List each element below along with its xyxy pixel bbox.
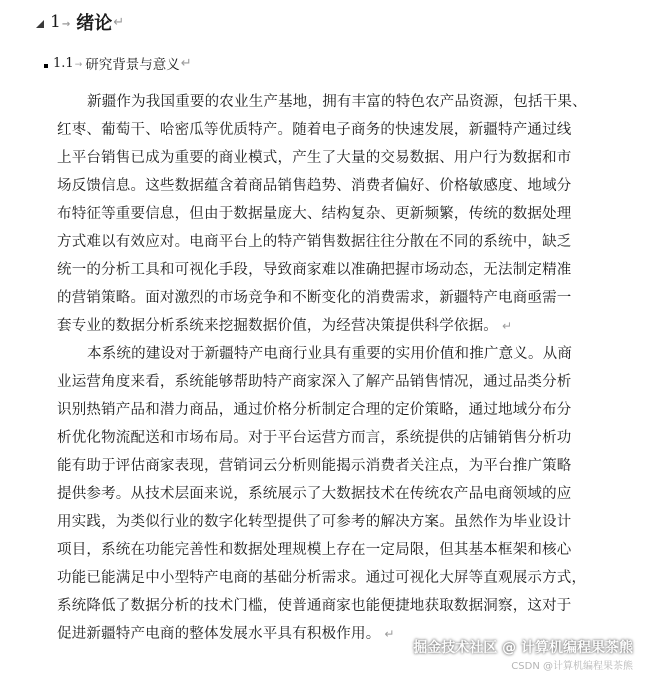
body-line-text: 促进新疆特产电商的整体发展水平具有积极作用。 xyxy=(57,626,381,642)
tab-mark-icon: → xyxy=(61,18,71,30)
paragraph-mark-icon: ↵ xyxy=(384,627,395,641)
tab-mark-icon: → xyxy=(74,60,83,70)
body-line: 场反馈信息。这些数据蕴含着商品销售趋势、消费者偏好、价格敏感度、地域分 xyxy=(57,178,572,194)
body-line: 功能已能满足中小型特产电商的基础分析需求。通过可视化大屏等直观展示方式， xyxy=(57,570,587,586)
chapter-title: 绪论 xyxy=(76,13,113,34)
body-line: 新疆作为我国重要的农业生产基地，拥有丰富的特色农产品资源，包括干果、 xyxy=(87,94,587,110)
body-line: 统一的分析工具和可视化手段，导致商家难以准确把握市场动态，无法制定精准 xyxy=(57,262,572,278)
body-line: 提供参考。从技术层面来说，系统展示了大数据技术在传统农产品电商领域的应 xyxy=(57,486,572,502)
body-line: 本系统的建设对于新疆特产电商行业具有重要的实用价值和推广意义。从商 xyxy=(87,346,573,362)
body-line: 项目，系统在功能完善性和数据处理规模上存在一定局限，但其基本框架和核心 xyxy=(57,542,572,558)
body-line: 业运营角度来看，系统能够帮助特产商家深入了解产品销售情况，通过品类分析 xyxy=(57,374,572,390)
watermark-sub: CSDN @计算机编程果茶熊 xyxy=(511,661,633,672)
body-line-last xyxy=(57,313,512,340)
body-line: 布特征等重要信息，但由于数据量庞大、结构复杂、更新频繁，传统的数据处理 xyxy=(57,206,572,222)
body-line: 识别热销产品和潜力商品，通过价格分析制定合理的定价策略，通过地域分布分 xyxy=(57,402,572,418)
paragraph-mark-icon: ↵ xyxy=(113,14,125,30)
body-line-last xyxy=(57,621,395,648)
body-line: 的营销策略。面对激烈的市场竞争和不断变化的消费需求，新疆特产电商亟需一 xyxy=(57,290,572,306)
body-line: 上平台销售已成为重要的商业模式，产生了大量的交易数据、用户行为数据和市 xyxy=(57,150,572,166)
body-line: 析优化物流配送和市场布局。对于平台运营方而言，系统提供的店铺销售分析功 xyxy=(57,430,572,446)
paragraph-mark-icon: ↵ xyxy=(502,319,513,333)
section-title: 研究背景与意义 xyxy=(85,57,180,73)
body-line: 方式难以有效应对。电商平台上的特产销售数据往往分散在不同的系统中，缺乏 xyxy=(57,234,572,250)
collapse-triangle-icon[interactable] xyxy=(36,20,44,28)
heading-bullet-icon xyxy=(44,64,48,68)
section-heading xyxy=(44,52,192,74)
body-line: 能有助于评估商家表现，营销词云分析则能揭示消费者关注点，为平台推广策略 xyxy=(57,458,572,474)
chapter-heading xyxy=(36,9,124,35)
paragraph-mark-icon: ↵ xyxy=(180,55,192,71)
body-line: 红枣、葡萄干、哈密瓜等优质特产。随着电子商务的快速发展，新疆特产通过线 xyxy=(57,122,572,138)
body-line: 系统降低了数据分析的技术门槛，使普通商家也能便捷地获取数据洞察，这对于 xyxy=(57,598,572,614)
body-line-text: 套专业的数据分析系统来挖掘数据价值，为经营决策提供科学依据。 xyxy=(57,318,498,334)
watermark-main: 掘金技术社区 @ 计算机编程果茶熊 xyxy=(413,640,633,656)
section-number: 1.1 xyxy=(53,55,74,71)
body-line: 用实践，为类似行业的数字化转型提供了可参考的解决方案。虽然作为毕业设计 xyxy=(57,514,572,530)
chapter-number: 1 xyxy=(50,12,61,32)
